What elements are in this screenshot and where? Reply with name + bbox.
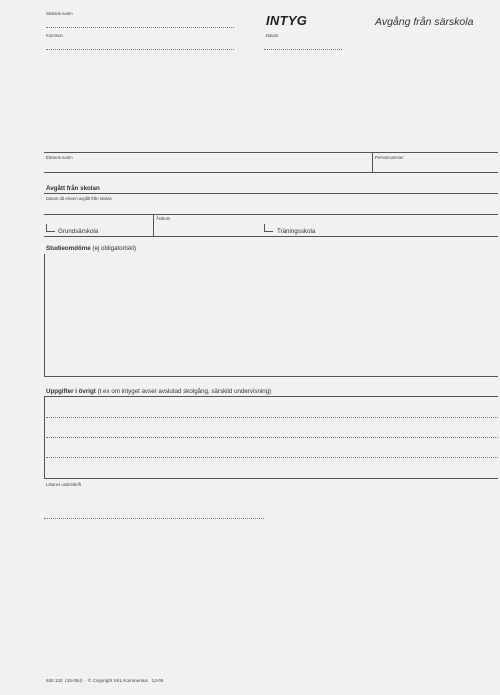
other-info-line-1 [46,417,498,418]
municipality-field[interactable] [46,49,234,50]
student-row-bottom-line [44,172,498,173]
form-number: 630 132 [46,678,63,683]
other-info-heading-note: (t ex om intyget avser avslutad skolgång, särskild undervisning) [95,388,272,395]
page-title: INTYG [266,13,308,28]
assessment-box-bottom-line [44,376,498,377]
date-label: Datum [266,33,279,38]
footer: 630 132 (15-054) · © Copyright SKL Kommentus 12-06 [46,678,164,683]
other-info-line-2 [46,437,498,438]
copyright: © Copyright SKL Kommentus [87,678,148,683]
traningsskola-label: Träningsskola [277,228,316,235]
other-info-heading [46,388,271,395]
signature-field[interactable] [44,518,264,519]
assessment-heading-bold: Studieomdöme [46,245,91,252]
assessment-textarea[interactable] [45,254,497,376]
grade-field[interactable] [154,214,262,236]
student-name-field[interactable] [44,152,372,172]
other-info-bottom-line [44,478,498,479]
left-school-heading [46,185,100,192]
grundsarskola-checkbox[interactable] [46,224,55,232]
form-subtitle: Avgång från särskola [375,16,474,28]
left-school-heading-text: Avgått från skolan [46,185,100,192]
date-left-bottom-line [44,214,498,215]
date-left-label: Datum då eleven avgått från skolan [46,196,112,201]
date-field[interactable] [264,49,342,50]
municipality-label: Kommun [46,33,63,38]
student-name-label: Elevens namn [46,155,73,160]
assessment-heading [46,245,136,252]
school-name-field[interactable] [46,27,234,28]
assessment-heading-note: (ej obligatoriskt) [90,245,137,252]
date-left-field[interactable] [44,194,498,214]
signature-label: Lärares underskrift [46,482,81,487]
date-code: 12-06 [151,678,164,683]
form-edition: (15-054) [65,678,83,683]
traningsskola-checkbox[interactable] [264,224,273,232]
other-info-line-3 [46,457,498,458]
grundsarskola-label: Grundsärskola [58,228,99,235]
other-info-heading-bold: Uppgifter i övrigt [46,388,96,395]
personal-number-label: Personnummer [375,155,404,160]
personal-number-field[interactable] [373,152,498,172]
school-name-label: Skolans namn [46,11,73,16]
grade-label: Årskurs [156,216,171,221]
options-bottom-line [44,236,498,237]
